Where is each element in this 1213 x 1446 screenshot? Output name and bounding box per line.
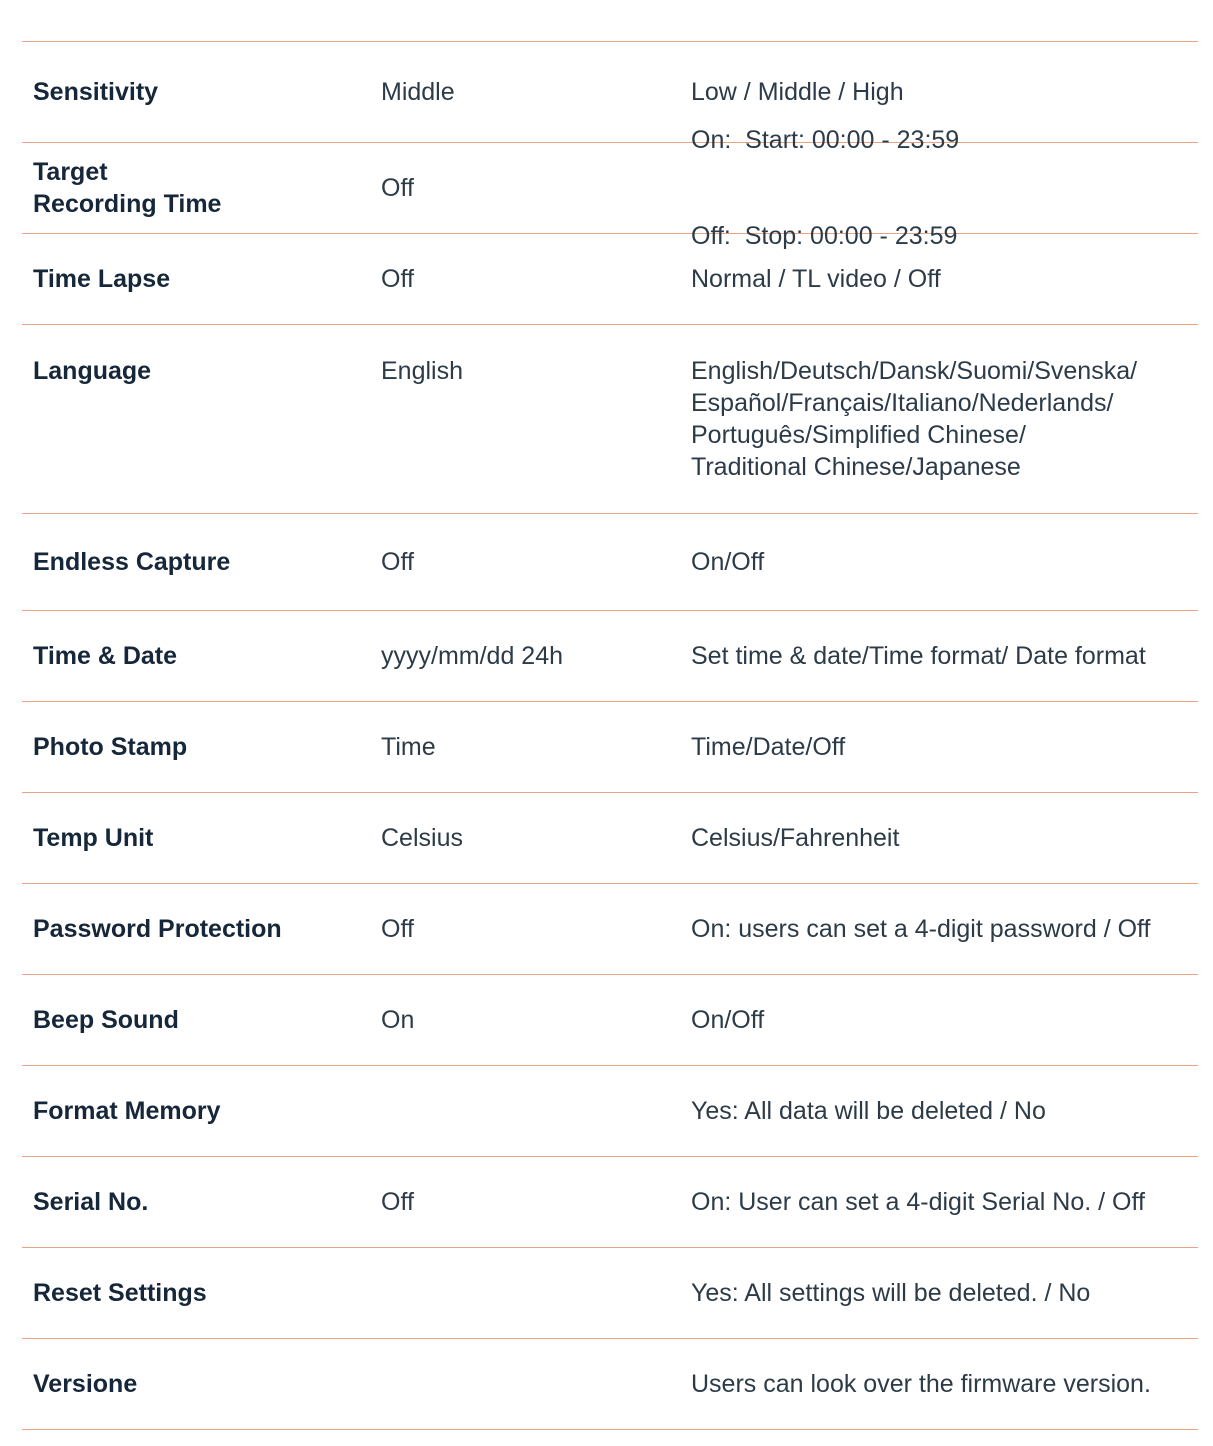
- setting-name-line: Language: [33, 357, 152, 385]
- setting-options-line: Time/Date/Off: [691, 733, 846, 761]
- setting-options-line: Normal / TL video / Off: [691, 265, 941, 293]
- setting-options: [691, 913, 1198, 945]
- settings-row-time-date: [22, 611, 1198, 702]
- setting-options-line: On: Start: 00:00 - 23:59: [691, 126, 960, 154]
- settings-row-format-memory: [22, 1066, 1198, 1157]
- setting-options: [691, 731, 1198, 763]
- settings-row-serial-no: [22, 1157, 1198, 1248]
- setting-name-line: Target: [33, 158, 108, 186]
- setting-name-line: Format Memory: [33, 1097, 221, 1125]
- setting-options: [691, 546, 1198, 578]
- setting-options: [691, 640, 1198, 672]
- setting-name-line: Time Lapse: [33, 265, 171, 293]
- setting-default: English: [381, 357, 463, 385]
- setting-name: [22, 263, 381, 295]
- setting-default: On: [381, 1006, 415, 1034]
- setting-name: [22, 1277, 381, 1309]
- setting-name-line: Endless Capture: [33, 548, 231, 576]
- setting-name-line: Password Protection: [33, 915, 282, 943]
- setting-options-line: Off: Stop: 00:00 - 23:59: [691, 222, 958, 250]
- setting-default: Off: [381, 265, 414, 293]
- setting-name-line: Versione: [33, 1370, 138, 1398]
- setting-options: [691, 822, 1198, 854]
- setting-options: [691, 263, 1198, 295]
- setting-name: [22, 1186, 381, 1218]
- setting-default: Middle: [381, 78, 455, 106]
- setting-options-line: On/Off: [691, 1006, 765, 1034]
- setting-options-line: On/Off: [691, 548, 765, 576]
- settings-row-endless-capture: [22, 514, 1198, 611]
- setting-name: [22, 355, 381, 387]
- setting-name: [22, 76, 381, 108]
- settings-row-language: [22, 325, 1198, 514]
- setting-options-line: On: User can set a 4-digit Serial No. / Off: [691, 1188, 1145, 1216]
- setting-default: Off: [381, 1188, 414, 1216]
- setting-name-line: Sensitivity: [33, 78, 159, 106]
- setting-default: Time: [381, 733, 436, 761]
- setting-name: [22, 822, 381, 854]
- setting-options-line: Yes: All data will be deleted / No: [691, 1097, 1046, 1125]
- setting-default: Off: [381, 174, 414, 202]
- setting-name: [22, 546, 381, 578]
- setting-name-line: Recording Time: [33, 190, 222, 218]
- settings-row-temp-unit: [22, 793, 1198, 884]
- setting-options: [691, 1004, 1198, 1036]
- setting-name-line: Reset Settings: [33, 1279, 207, 1307]
- setting-name: [22, 1368, 381, 1400]
- setting-name-line: Serial No.: [33, 1188, 149, 1216]
- setting-name-line: Temp Unit: [33, 824, 154, 852]
- setting-name-line: Time & Date: [33, 642, 178, 670]
- settings-row-photo-stamp: [22, 702, 1198, 793]
- setting-options-line: Set time & date/Time format/ Date format: [691, 642, 1146, 670]
- settings-row-reset-settings: [22, 1248, 1198, 1339]
- setting-default: Off: [381, 915, 414, 943]
- setting-options-line: Traditional Chinese/Japanese: [691, 453, 1021, 481]
- setting-name-line: Beep Sound: [33, 1006, 179, 1034]
- settings-row-password-protection: [22, 884, 1198, 975]
- setting-name: [22, 156, 381, 220]
- setting-name: [22, 913, 381, 945]
- setting-options-line: English/Deutsch/Dansk/Suomi/Svenska/: [691, 357, 1138, 385]
- setting-name: [22, 1095, 381, 1127]
- setting-options-line: Português/Simplified Chinese/: [691, 421, 1026, 449]
- setting-options-line: On: users can set a 4-digit password / Off: [691, 915, 1151, 943]
- setting-default: Off: [381, 548, 414, 576]
- setting-options: [691, 355, 1198, 483]
- setting-name-line: Photo Stamp: [33, 733, 188, 761]
- setting-name: [22, 731, 381, 763]
- setting-default: Celsius: [381, 824, 463, 852]
- setting-options-line: Low / Middle / High: [691, 78, 904, 106]
- setting-options: [691, 1095, 1198, 1127]
- setting-default: yyyy/mm/dd 24h: [381, 642, 564, 670]
- settings-row-versione: [22, 1339, 1198, 1430]
- setting-options: [691, 1277, 1198, 1309]
- settings-table: [22, 41, 1198, 1430]
- setting-options-line: Celsius/Fahrenheit: [691, 824, 900, 852]
- settings-row-beep-sound: [22, 975, 1198, 1066]
- setting-options-line: Users can look over the firmware version.: [691, 1370, 1151, 1398]
- setting-options-line: Español/Français/Italiano/Nederlands/: [691, 389, 1114, 417]
- setting-options-line: Yes: All settings will be deleted. / No: [691, 1279, 1091, 1307]
- setting-name: [22, 1004, 381, 1036]
- setting-name: [22, 640, 381, 672]
- setting-options: [691, 1368, 1198, 1400]
- setting-options: [691, 1186, 1198, 1218]
- settings-row-target-recording-time: [22, 126, 1198, 250]
